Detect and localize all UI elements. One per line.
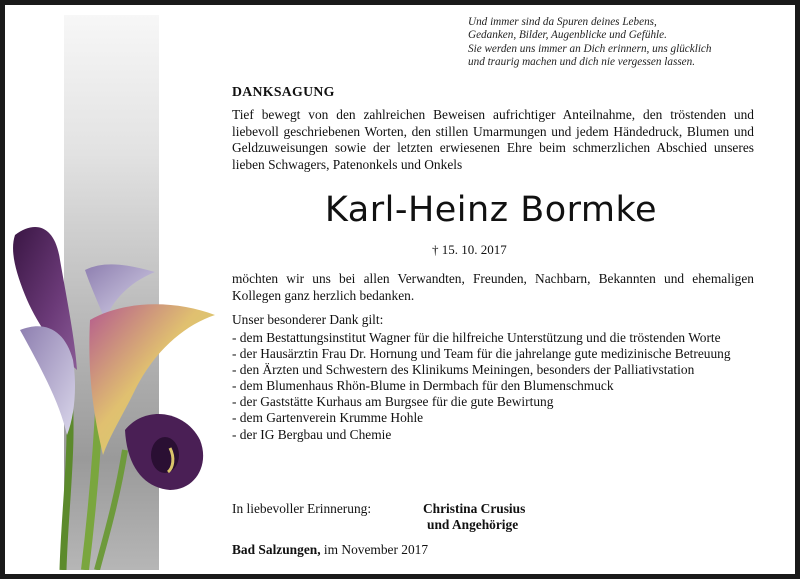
list-item: - der Hausärztin Frau Dr. Hornung und Team für die jahrelange gute medizinische Betreuung xyxy=(232,346,731,362)
quote-line: Sie werden uns immer an Dich erinnern, uns glücklich xyxy=(468,42,712,55)
flower-stem xyxy=(97,450,125,570)
deceased-name: Karl-Heinz Bormke xyxy=(324,190,658,230)
memorial-quote xyxy=(468,16,788,70)
signers xyxy=(423,501,525,533)
list-item: - dem Blumenhaus Rhön-Blume in Dermbach für den Blumenschmuck xyxy=(232,378,614,394)
death-date: † 15. 10. 2017 xyxy=(432,242,507,257)
memory-label: In liebevoller Erinnerung: xyxy=(232,501,372,516)
list-item: - der Gaststätte Kurhaus am Burgsee für die gute Bewirtung xyxy=(232,394,554,410)
place-date xyxy=(232,542,428,558)
list-item: - dem Gartenverein Krumme Hohle xyxy=(232,410,424,426)
quote-line: Gedanken, Bilder, Augenblicke und Gefühle. xyxy=(468,29,667,42)
signer-family: und Angehörige xyxy=(427,517,519,532)
special-thanks-intro: Unser besonderer Dank gilt: xyxy=(232,312,384,327)
list-item: - dem Bestattungsinstitut Wagner für die hilfreiche Unterstützung und die tröstenden Worte xyxy=(232,330,721,345)
quote-line: und traurig machen und dich nie vergessen lassen. xyxy=(468,56,696,69)
calla-lily-illustration xyxy=(5,200,225,570)
list-item: - den Ärzten und Schwestern des Klinikums Meiningen, besonders der Palliativstation xyxy=(232,362,695,378)
quote-line: Und immer sind da Spuren deines Lebens, xyxy=(468,16,657,28)
obituary-card xyxy=(5,5,795,574)
thanks-paragraph: möchten wir uns bei allen Verwandten, Freunden, Nachbarn, Bekannten und ehemaligen Kollegen ganz herzlich bedanken. xyxy=(232,271,754,303)
place: Bad Salzungen, xyxy=(232,542,321,557)
thanks-list xyxy=(232,330,762,443)
signer-name: Christina Crusius xyxy=(423,501,526,516)
date-line: im November 2017 xyxy=(323,542,429,557)
list-item: - der IG Bergbau und Chemie xyxy=(232,426,392,442)
intro-paragraph: Tief bewegt von den zahlreichen Beweisen aufrichtiger Anteilnahme, den tröstenden und liebevoll geschriebenen Worten, den stillen Umarmungen und jedem Händedruck, Blumen und Geldzuweisungen sowie der letzten erwiesenen Ehre beim schmerzlichen Abschied unseres lieben Schwagers, Patenonkels und Onkels xyxy=(232,107,754,172)
heading-danksagung: DANKSAGUNG xyxy=(232,84,335,99)
